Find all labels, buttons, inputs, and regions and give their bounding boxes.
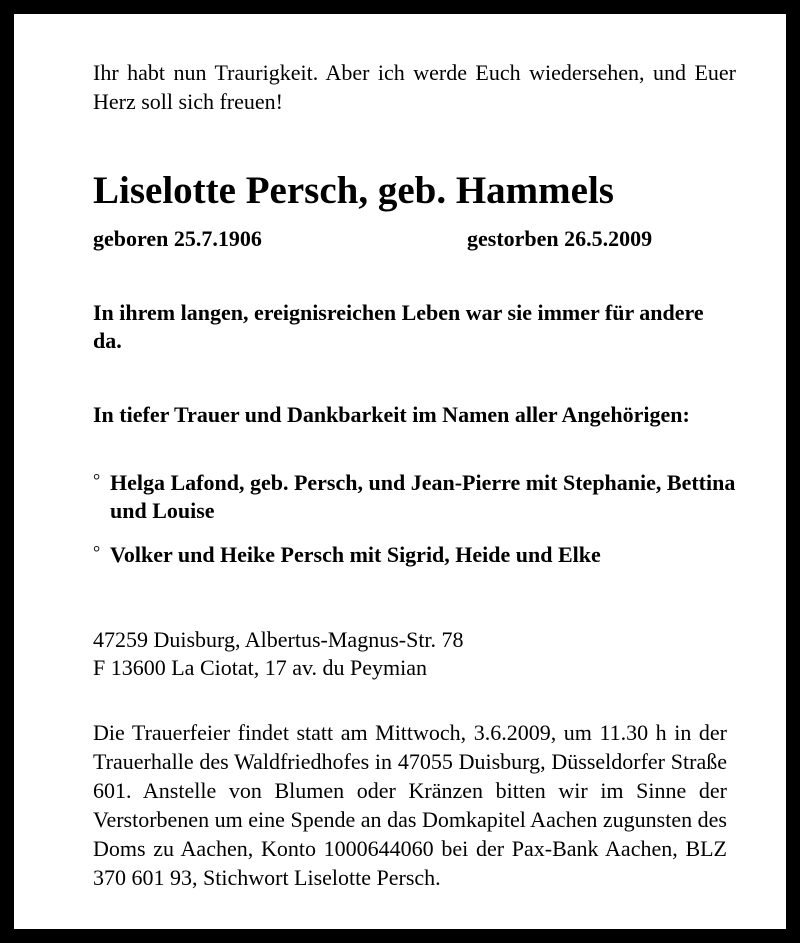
mourner-text: Helga Lafond, geb. Persch, und Jean-Pierre mit Stephanie, Bettina und Louise xyxy=(110,470,736,523)
tribute-text: In ihrem langen, ereignisreichen Leben war sie immer für andere da. xyxy=(93,300,704,353)
address-line: 47259 Duisburg, Albertus-Magnus-Str. 78 xyxy=(93,627,464,652)
mourner-item xyxy=(93,469,753,525)
mourning-intro: In tiefer Trauer und Dankbarkeit im Namen aller Angehörigen: xyxy=(93,402,690,427)
bullet-mark: ° xyxy=(93,542,101,562)
obituary-content xyxy=(93,58,736,890)
mourner-text: Volker und Heike Persch mit Sigrid, Heide und Elke xyxy=(110,542,601,567)
address-block xyxy=(93,626,736,682)
deceased-name: Liselotte Persch, geb. Hammels xyxy=(93,169,614,212)
mourner-list xyxy=(93,469,753,585)
motto-text: Ihr habt nun Traurigkeit. Aber ich werde Euch wiedersehen, und Euer Herz soll sich freuen! xyxy=(93,60,736,114)
address-line: F 13600 La Ciotat, 17 av. du Peymian xyxy=(93,655,428,680)
birth-date: geboren 25.7.1906 xyxy=(93,226,262,251)
mourner-item xyxy=(93,541,753,569)
death-date: gestorben 26.5.2009 xyxy=(467,226,653,251)
bullet-mark: ° xyxy=(93,470,101,490)
ceremony-text: Die Trauerfeier findet statt am Mittwoch, 3.6.2009, um 11.30 h in der Trauerhalle des Waldfriedhofes in 47055 Duisburg, Düsseldorfer Straße 601. Anstelle von Blumen oder Kränzen bitten wir im Sinne der Verstorbenen um eine Spende an das Domkapitel Aachen zugunsten des Doms zu Aachen, Konto 1000644060 bei der Pax-Bank Aachen, BLZ 370 601 93, Stichwort Liselotte Persch. xyxy=(93,720,727,890)
